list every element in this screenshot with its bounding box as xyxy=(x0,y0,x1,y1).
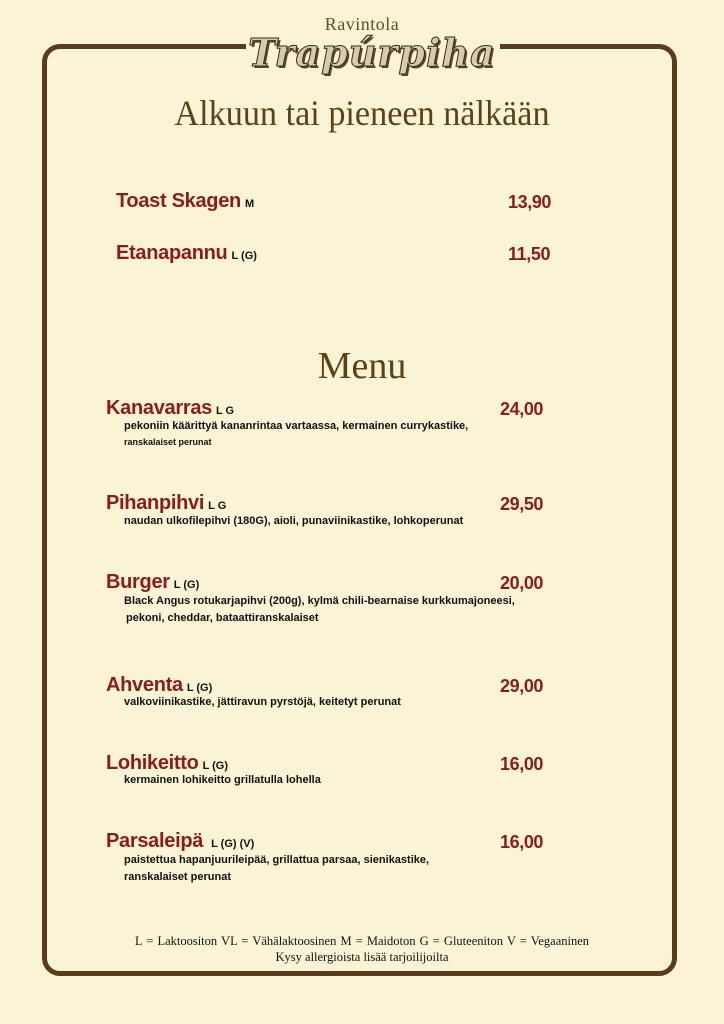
item-description xyxy=(124,772,604,789)
item-diet-code: L (G) xyxy=(202,760,229,772)
item-name: Kanavarras xyxy=(106,397,212,419)
item-diet-code: L (G) xyxy=(186,682,213,694)
item-diet-code: M xyxy=(244,198,255,210)
item-price: 16,00 xyxy=(500,754,544,774)
item-description xyxy=(124,694,604,711)
item-price: 29,00 xyxy=(500,676,544,696)
menu-title: Menu xyxy=(317,345,407,387)
menu-item xyxy=(106,397,234,420)
item-diet-code: L G xyxy=(208,500,227,512)
menu-item xyxy=(106,492,226,515)
starter-item xyxy=(116,190,254,213)
item-price: 20,00 xyxy=(500,573,544,593)
item-name: Parsaleipä xyxy=(106,830,204,852)
item-description-line: naudan ulkofilepihvi (180G), aioli, punaviinikastike, lohkoperunat xyxy=(124,515,464,527)
item-description xyxy=(124,513,604,530)
item-price: 16,00 xyxy=(500,832,544,852)
item-name: Toast Skagen xyxy=(116,190,241,212)
item-price: 13,90 xyxy=(508,192,552,212)
item-diet-code: L G xyxy=(215,405,235,417)
item-name: Burger xyxy=(106,571,170,593)
starters-title: Alkuun tai pieneen nälkään xyxy=(174,93,550,133)
item-name: Pihanpihvi xyxy=(106,492,205,514)
diet-legend: L = Laktoositon VL = Vähälaktoosinen M = Maidoton G = Gluteeniton V = Vegaaninen xyxy=(134,934,590,948)
menu-item xyxy=(106,571,199,594)
item-description-line: pekoni, cheddar, bataattiranskalaiset xyxy=(126,612,319,624)
allergy-note: Kysy allergioista lisää tarjoilijoilta xyxy=(275,950,449,964)
item-description xyxy=(124,593,624,627)
item-description xyxy=(124,852,604,886)
logo-subtitle: Ravintola xyxy=(324,14,400,34)
item-description-line: ranskalaiset perunat xyxy=(124,871,231,883)
item-diet-code: L (G) xyxy=(173,579,200,591)
item-description xyxy=(124,418,604,449)
item-description-line: valkoviinikastike, jättiravun pyrstöjä, keitetyt perunat xyxy=(124,696,401,708)
item-description-line: pekoniin käärittyä kananrintaa vartaassa, kermainen currykastike, xyxy=(124,420,469,432)
item-name: Lohikeitto xyxy=(106,752,199,774)
item-price: 29,50 xyxy=(500,494,544,514)
starter-item xyxy=(116,242,257,265)
menu-item xyxy=(106,830,254,853)
logo-wordmark: Trapúrpiha xyxy=(248,30,496,75)
item-diet-code: L (G) xyxy=(231,250,257,262)
item-name: Ahventa xyxy=(106,674,183,696)
item-price: 11,50 xyxy=(508,244,551,264)
item-price: 24,00 xyxy=(500,399,544,419)
item-description-line: Black Angus rotukarjapihvi (200g), kylmä chili-bearnaise kurkkumajoneesi, xyxy=(124,595,515,607)
item-name: Etanapannu xyxy=(116,242,228,264)
item-description-line: paistettua hapanjuurileipää, grillattua parsaa, sienikastike, xyxy=(124,854,430,866)
item-description-line: kermainen lohikeitto grillatulla lohella xyxy=(124,774,321,786)
item-diet-code: L (G) (V) xyxy=(211,838,255,850)
item-description-line: ranskalaiset perunat xyxy=(124,437,212,447)
